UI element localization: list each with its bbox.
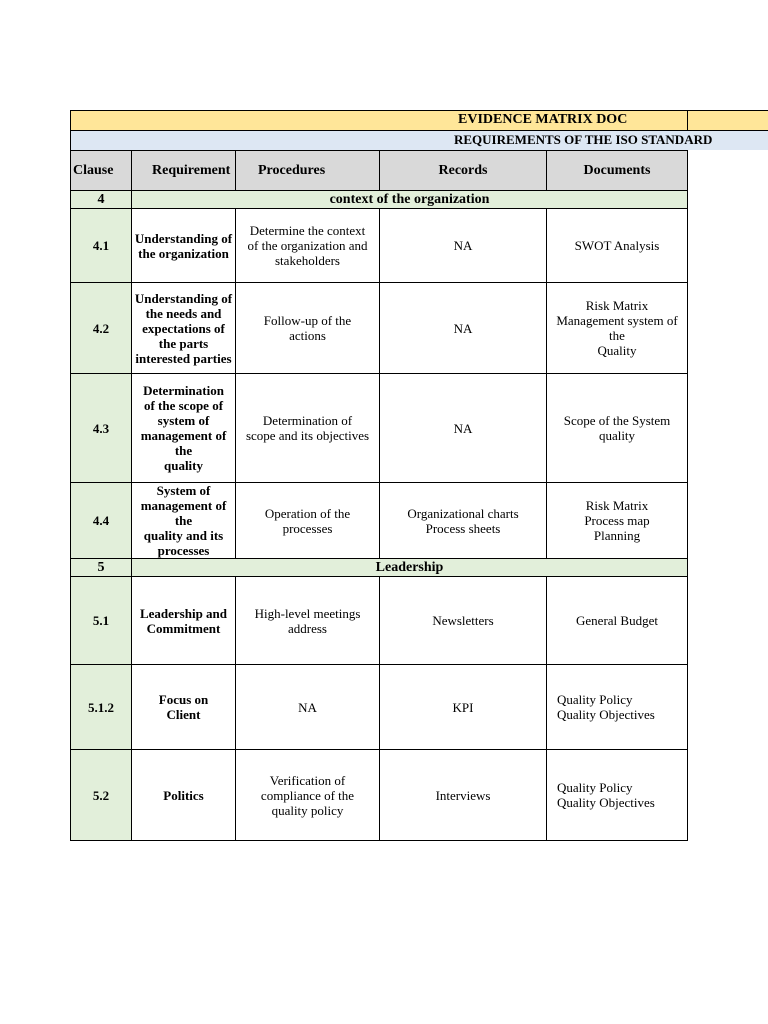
column-header-requirement: Requirement	[132, 151, 236, 191]
table-row	[71, 665, 688, 750]
records-cell: KPI	[380, 665, 547, 750]
procedures-cell: Operation of the processes	[236, 483, 380, 559]
documents-cell: General Budget	[547, 577, 688, 665]
records-cell: Organizational charts Process sheets	[380, 483, 547, 559]
clause-cell: 5.1	[71, 577, 132, 665]
requirement-cell: Politics	[132, 750, 236, 841]
subtitle-row	[70, 130, 768, 150]
table-row	[71, 209, 688, 283]
documents-cell: Risk Matrix Process map Planning	[547, 483, 688, 559]
title-divider	[687, 111, 688, 130]
document-subtitle: REQUIREMENTS OF THE ISO STANDARD	[454, 132, 713, 147]
documents-cell: SWOT Analysis	[547, 209, 688, 283]
clause-cell: 5.2	[71, 750, 132, 841]
clause-cell: 4.2	[71, 283, 132, 374]
section-number: 5	[71, 559, 132, 577]
table-row	[71, 483, 688, 559]
procedures-cell: Verification of compliance of the quality policy	[236, 750, 380, 841]
records-cell: NA	[380, 374, 547, 483]
section-row-4	[71, 191, 688, 209]
section-title: context of the organization	[132, 191, 688, 209]
records-cell: Newsletters	[380, 577, 547, 665]
document-title: EVIDENCE MATRIX DOC	[458, 112, 628, 127]
records-cell: NA	[380, 209, 547, 283]
documents-cell: Quality Policy Quality Objectives	[547, 665, 688, 750]
documents-cell: Quality Policy Quality Objectives	[547, 750, 688, 841]
evidence-matrix-table	[70, 150, 688, 841]
documents-cell: Scope of the System quality	[547, 374, 688, 483]
section-number: 4	[71, 191, 132, 209]
section-row-5	[71, 559, 688, 577]
column-header-records: Records	[380, 151, 547, 191]
table-row	[71, 283, 688, 374]
requirement-cell: System of management of the quality and its processes	[132, 483, 236, 559]
procedures-cell: Determination of scope and its objectives	[236, 374, 380, 483]
requirement-cell: Focus on Client	[132, 665, 236, 750]
column-header-documents: Documents	[547, 151, 688, 191]
documents-cell: Risk Matrix Management system of the Quality	[547, 283, 688, 374]
table-row	[71, 750, 688, 841]
clause-cell: 4.1	[71, 209, 132, 283]
section-title: Leadership	[132, 559, 688, 577]
records-cell: NA	[380, 283, 547, 374]
table-row	[71, 374, 688, 483]
column-header-procedures: Procedures	[236, 151, 380, 191]
records-cell: Interviews	[380, 750, 547, 841]
procedures-cell: Follow-up of the actions	[236, 283, 380, 374]
requirement-cell: Determination of the scope of system of management of the quality	[132, 374, 236, 483]
table-row	[71, 577, 688, 665]
evidence-matrix-sheet	[70, 110, 768, 841]
table-header-row	[71, 151, 688, 191]
requirement-cell: Understanding of the organization	[132, 209, 236, 283]
title-row	[70, 110, 768, 130]
procedures-cell: High-level meetings address	[236, 577, 380, 665]
clause-cell: 4.3	[71, 374, 132, 483]
clause-cell: 4.4	[71, 483, 132, 559]
clause-cell: 5.1.2	[71, 665, 132, 750]
column-header-clause: Clause	[71, 151, 132, 191]
requirement-cell: Understanding of the needs and expectations of the parts interested parties	[132, 283, 236, 374]
procedures-cell: NA	[236, 665, 380, 750]
requirement-cell: Leadership and Commitment	[132, 577, 236, 665]
procedures-cell: Determine the context of the organization and stakeholders	[236, 209, 380, 283]
